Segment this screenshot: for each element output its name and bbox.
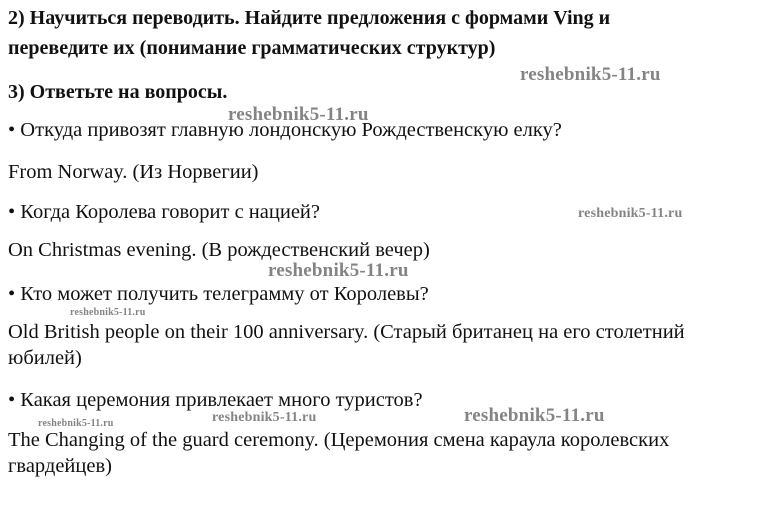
- watermark: reshebnik5-11.ru: [70, 307, 146, 318]
- answer-4-line-2: гвардейцев): [8, 455, 112, 477]
- answer-2: On Christmas evening. (В рождественский вечер): [8, 239, 430, 261]
- watermark: reshebnik5-11.ru: [578, 206, 683, 221]
- question-2: • Когда Королева говорит с нацией?: [8, 201, 320, 223]
- task-2-heading-line-2: переведите их (понимание грамматических структур): [8, 37, 496, 59]
- answer-4-line-1: The Changing of the guard ceremony. (Церемония смена караула королевских: [8, 429, 670, 451]
- task-3-heading: 3) Ответьте на вопросы.: [8, 81, 228, 103]
- answer-1: From Norway. (Из Норвегии): [8, 161, 259, 183]
- task-2-heading-line-1: 2) Научиться переводить. Найдите предложения с формами Ving и: [8, 7, 611, 29]
- answer-3-line-1: Old British people on their 100 anniversary. (Старый британец на его столетний: [8, 321, 685, 343]
- watermark: reshebnik5-11.ru: [38, 418, 114, 429]
- watermark: reshebnik5-11.ru: [268, 260, 409, 281]
- watermark: reshebnik5-11.ru: [520, 64, 661, 85]
- question-3: • Кто может получить телеграмму от Королевы?: [8, 283, 429, 305]
- watermark: reshebnik5-11.ru: [228, 104, 369, 125]
- watermark: reshebnik5-11.ru: [464, 405, 605, 426]
- question-4: • Какая церемония привлекает много туристов?: [8, 389, 423, 411]
- watermark: reshebnik5-11.ru: [212, 410, 317, 425]
- answer-3-line-2: юбилей): [8, 347, 82, 369]
- question-1: • Откуда привозят главную лондонскую Рождественскую елку?: [8, 119, 562, 141]
